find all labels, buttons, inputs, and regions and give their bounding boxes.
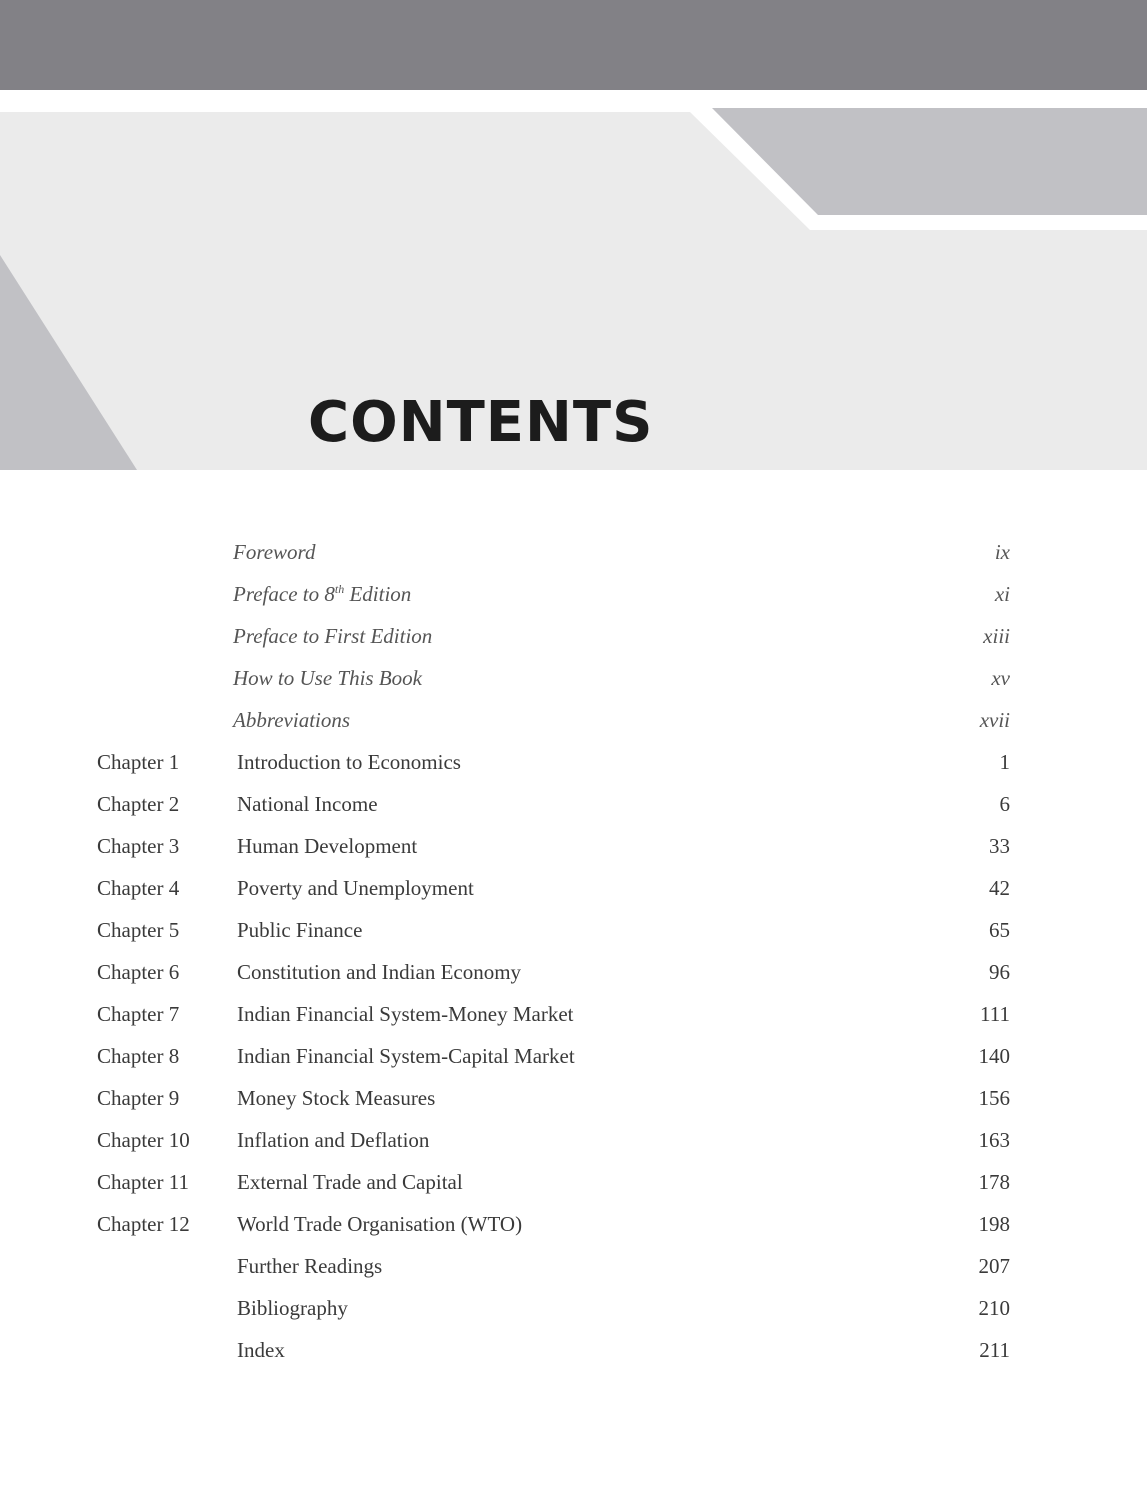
toc-entry-chapter-2[interactable] xyxy=(0,783,1147,825)
entry-page: 156 xyxy=(978,1086,1010,1110)
toc-entry-chapter-6[interactable] xyxy=(0,951,1147,993)
entry-page: xvii xyxy=(979,708,1010,732)
entry-page: 198 xyxy=(978,1212,1010,1236)
entry-page: xv xyxy=(991,666,1010,690)
toc-entry-preface-first[interactable] xyxy=(0,615,1147,657)
chapter-number: Chapter 7 xyxy=(97,1002,180,1026)
chapter-number: Chapter 4 xyxy=(97,876,180,900)
edition-superscript: th xyxy=(334,582,345,596)
page-title: CONTENTS xyxy=(308,390,654,455)
toc-entry-chapter-9[interactable] xyxy=(0,1077,1147,1119)
toc-entry-chapter-4[interactable] xyxy=(0,867,1147,909)
entry-page: 6 xyxy=(999,792,1010,816)
entry-title: Indian Financial System-Capital Market xyxy=(237,1044,575,1068)
toc-entry-chapter-1[interactable] xyxy=(0,741,1147,783)
entry-page: 207 xyxy=(978,1254,1010,1278)
entry-title-rest: Edition xyxy=(344,582,412,606)
entry-title: National Income xyxy=(237,792,378,816)
chapter-number: Chapter 5 xyxy=(97,918,180,942)
top-dark-band xyxy=(0,0,1147,90)
chapter-number: Chapter 11 xyxy=(97,1170,189,1194)
chapter-number: Chapter 1 xyxy=(97,750,180,774)
entry-page: 140 xyxy=(978,1044,1010,1068)
entry-page: 163 xyxy=(978,1128,1010,1152)
entry-title: Bibliography xyxy=(237,1296,348,1320)
entry-title: World Trade Organisation (WTO) xyxy=(237,1212,523,1236)
entry-page: 96 xyxy=(989,960,1010,984)
entry-page: 211 xyxy=(979,1338,1010,1362)
entry-title xyxy=(233,573,411,615)
entry-page: 65 xyxy=(989,918,1010,942)
toc-entry-preface-8th[interactable] xyxy=(0,573,1147,615)
toc-entry-index[interactable] xyxy=(0,1329,1147,1371)
toc-entry-chapter-11[interactable] xyxy=(0,1161,1147,1203)
entry-title: How to Use This Book xyxy=(233,666,422,690)
toc-entry-further-readings[interactable] xyxy=(0,1245,1147,1287)
entry-title: Abbreviations xyxy=(233,708,351,732)
entry-page: ix xyxy=(994,540,1010,564)
chapter-number: Chapter 2 xyxy=(97,792,180,816)
entry-page: 42 xyxy=(989,876,1010,900)
entry-page: 210 xyxy=(978,1296,1010,1320)
entry-title: Further Readings xyxy=(237,1254,383,1278)
chapter-number: Chapter 10 xyxy=(97,1128,190,1152)
entry-title: Inflation and Deflation xyxy=(237,1128,430,1152)
toc-entry-bibliography[interactable] xyxy=(0,1287,1147,1329)
toc-entry-chapter-8[interactable] xyxy=(0,1035,1147,1077)
toc-entry-chapter-10[interactable] xyxy=(0,1119,1147,1161)
entry-title: Foreword xyxy=(233,540,316,564)
entry-title: Index xyxy=(237,1338,285,1362)
entry-title: External Trade and Capital xyxy=(237,1170,463,1194)
toc-entry-chapter-3[interactable] xyxy=(0,825,1147,867)
chapter-number: Chapter 8 xyxy=(97,1044,180,1068)
toc-entry-chapter-5[interactable] xyxy=(0,909,1147,951)
toc-entry-chapter-12[interactable] xyxy=(0,1203,1147,1245)
toc-entry-chapter-7[interactable] xyxy=(0,993,1147,1035)
entry-title: Public Finance xyxy=(237,918,363,942)
entry-title: Introduction to Economics xyxy=(237,750,461,774)
chapter-number: Chapter 9 xyxy=(97,1086,180,1110)
toc-entry-foreword[interactable] xyxy=(0,531,1147,573)
toc-entry-how-to-use[interactable] xyxy=(0,657,1147,699)
entry-page: xiii xyxy=(983,624,1010,648)
toc-entry-abbreviations[interactable] xyxy=(0,699,1147,741)
entry-title: Constitution and Indian Economy xyxy=(237,960,522,984)
entry-title: Poverty and Unemployment xyxy=(237,876,474,900)
entry-page: 111 xyxy=(980,1002,1010,1026)
entry-title: Money Stock Measures xyxy=(237,1086,436,1110)
chapter-number: Chapter 3 xyxy=(97,834,180,858)
entry-title: Preface to First Edition xyxy=(233,624,433,648)
entry-title-main: Preface to 8 xyxy=(233,582,335,606)
entry-title: Human Development xyxy=(237,834,418,858)
entry-page: 1 xyxy=(999,750,1010,774)
entry-page: 178 xyxy=(978,1170,1010,1194)
chapter-number: Chapter 6 xyxy=(97,960,180,984)
entry-page: xi xyxy=(994,582,1010,606)
entry-page: 33 xyxy=(989,834,1010,858)
chapter-number: Chapter 12 xyxy=(97,1212,190,1236)
entry-title: Indian Financial System-Money Market xyxy=(237,1002,574,1026)
